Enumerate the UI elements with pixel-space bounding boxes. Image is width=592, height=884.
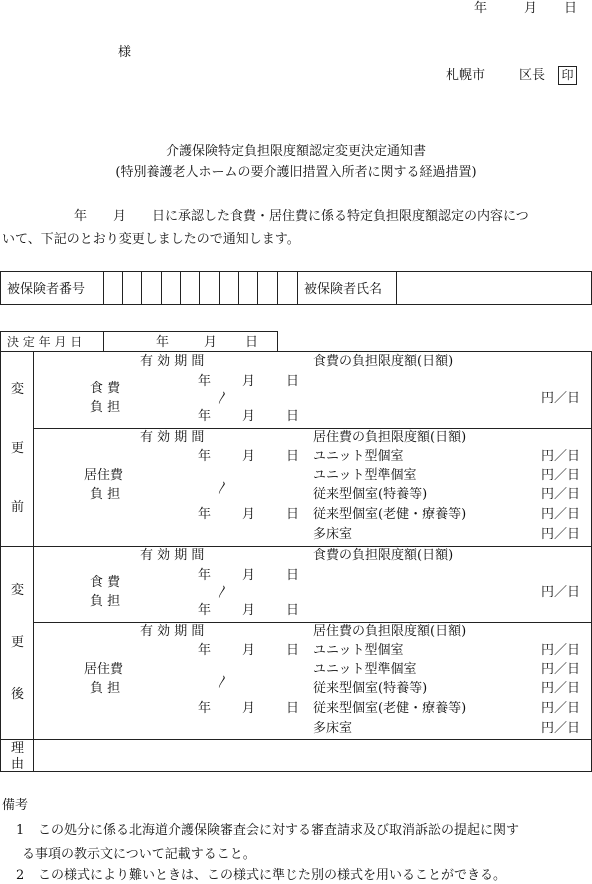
validity-label: 有 効 期 間 — [140, 430, 205, 445]
yen-per-day: 円／日 — [541, 701, 581, 716]
room-type: ユニット型準個室 — [313, 662, 417, 677]
food-limit-label: 食費の負担限度額(日額) — [313, 354, 454, 369]
header-month-label: 月 — [524, 1, 538, 16]
day-label: 日 — [286, 374, 300, 389]
year-label: 年 — [198, 603, 212, 618]
issuer-city: 札幌市 — [446, 68, 486, 83]
yen-per-day: 円／日 — [541, 468, 581, 483]
burden-label: 負 担 — [90, 487, 121, 502]
before-label-3: 前 — [11, 500, 25, 515]
decision-date-label: 決 定 年 月 日 — [7, 335, 83, 349]
day-label: 日 — [286, 603, 300, 618]
intro-line-1: 年 月 日に承認した食費・居住費に係る特定負担限度額認定の内容につ — [74, 209, 529, 224]
food-burden-label: 食 費 — [90, 575, 121, 590]
insured-number-label: 被保険者番号 — [7, 282, 86, 297]
notes-heading: 備考 — [2, 798, 29, 813]
yen-per-day: 円／日 — [541, 391, 581, 406]
range-tilde: 〳 — [216, 391, 230, 406]
insured-info-row — [0, 271, 592, 305]
food-limit-label: 食費の負担限度額(日額) — [313, 548, 454, 563]
insured-name-field[interactable] — [397, 272, 591, 304]
yen-per-day: 円／日 — [541, 487, 581, 502]
validity-label: 有 効 期 間 — [140, 624, 205, 639]
issuer-title: 区長 — [519, 68, 546, 83]
residence-burden-label: 居住費 — [84, 468, 124, 483]
decision-month: 月 — [204, 335, 218, 350]
day-label: 日 — [286, 409, 300, 424]
validity-label: 有 効 期 間 — [140, 548, 205, 563]
year-label: 年 — [198, 449, 212, 464]
insured-name-label: 被保険者氏名 — [304, 282, 383, 297]
month-label: 月 — [242, 643, 256, 658]
reason-label-2: 由 — [11, 757, 25, 772]
after-label-3: 後 — [11, 687, 25, 702]
after-label-1: 変 — [11, 583, 25, 598]
reason-label-1: 理 — [11, 741, 25, 756]
month-label: 月 — [242, 507, 256, 522]
food-burden-label: 食 費 — [90, 381, 121, 396]
day-label: 日 — [286, 568, 300, 583]
range-tilde: 〳 — [216, 675, 230, 690]
year-label: 年 — [198, 643, 212, 658]
yen-per-day: 円／日 — [541, 527, 581, 542]
burden-label: 負 担 — [90, 400, 121, 415]
addressee-suffix: 様 — [118, 45, 132, 60]
yen-per-day: 円／日 — [541, 681, 581, 696]
burden-label: 負 担 — [90, 681, 121, 696]
range-tilde: 〳 — [216, 585, 230, 600]
month-label: 月 — [242, 603, 256, 618]
validity-label: 有 効 期 間 — [140, 354, 205, 369]
residence-limit-label: 居住費の負担限度額(日額) — [313, 624, 467, 639]
room-type: 従来型個室(特養等) — [313, 681, 428, 696]
before-label-1: 変 — [11, 382, 25, 397]
residence-limit-label: 居住費の負担限度額(日額) — [313, 430, 467, 445]
yen-per-day: 円／日 — [541, 449, 581, 464]
room-type: ユニット型個室 — [313, 643, 404, 658]
day-label: 日 — [286, 701, 300, 716]
day-label: 日 — [286, 449, 300, 464]
year-label: 年 — [198, 507, 212, 522]
yen-per-day: 円／日 — [541, 721, 581, 736]
room-type: 従来型個室(老健・療養等) — [313, 701, 467, 716]
before-label-2: 更 — [11, 441, 25, 456]
yen-per-day: 円／日 — [541, 662, 581, 677]
year-label: 年 — [198, 409, 212, 424]
yen-per-day: 円／日 — [541, 643, 581, 658]
month-label: 月 — [242, 449, 256, 464]
month-label: 月 — [242, 701, 256, 716]
after-label-2: 更 — [11, 635, 25, 650]
decision-date-row — [0, 331, 278, 352]
note-2-number: 2 — [16, 868, 25, 883]
note-1-line-1: この処分に係る北海道介護保険審査会に対する審査請求及び取消訴訟の提起に関す — [38, 823, 520, 838]
room-type: 従来型個室(特養等) — [313, 487, 428, 502]
decision-day: 日 — [245, 335, 259, 350]
reason-field[interactable] — [34, 740, 591, 771]
decision-year: 年 — [156, 335, 170, 350]
room-type: 従来型個室(老健・療養等) — [313, 507, 467, 522]
burden-label: 負 担 — [90, 594, 121, 609]
yen-per-day: 円／日 — [541, 507, 581, 522]
seal-mark: 印 — [558, 66, 577, 85]
intro-line-2: いて、下記のとおり変更しましたので通知します。 — [2, 232, 300, 247]
day-label: 日 — [286, 643, 300, 658]
header-year-label: 年 — [474, 1, 488, 16]
room-type: 多床室 — [313, 721, 353, 736]
month-label: 月 — [242, 568, 256, 583]
room-type: ユニット型個室 — [313, 449, 404, 464]
day-label: 日 — [286, 507, 300, 522]
room-type: 多床室 — [313, 527, 353, 542]
note-1-number: 1 — [16, 823, 25, 838]
header-day-label: 日 — [564, 1, 578, 16]
year-label: 年 — [198, 568, 212, 583]
month-label: 月 — [242, 374, 256, 389]
year-label: 年 — [198, 701, 212, 716]
residence-burden-label: 居住費 — [84, 662, 124, 677]
month-label: 月 — [242, 409, 256, 424]
room-type: ユニット型準個室 — [313, 468, 417, 483]
document-title: 介護保険特定負担限度額認定変更決定通知書 — [165, 144, 426, 159]
year-label: 年 — [198, 374, 212, 389]
range-tilde: 〳 — [216, 481, 230, 496]
yen-per-day: 円／日 — [541, 585, 581, 600]
note-1-line-2: る事項の教示文について記載すること。 — [22, 847, 256, 862]
document-subtitle: (特別養護老人ホームの要介護旧措置入所者に関する経過措置) — [115, 165, 477, 180]
note-2-line-1: この様式により難いときは、この様式に準じた別の様式を用いることができる。 — [38, 868, 507, 883]
